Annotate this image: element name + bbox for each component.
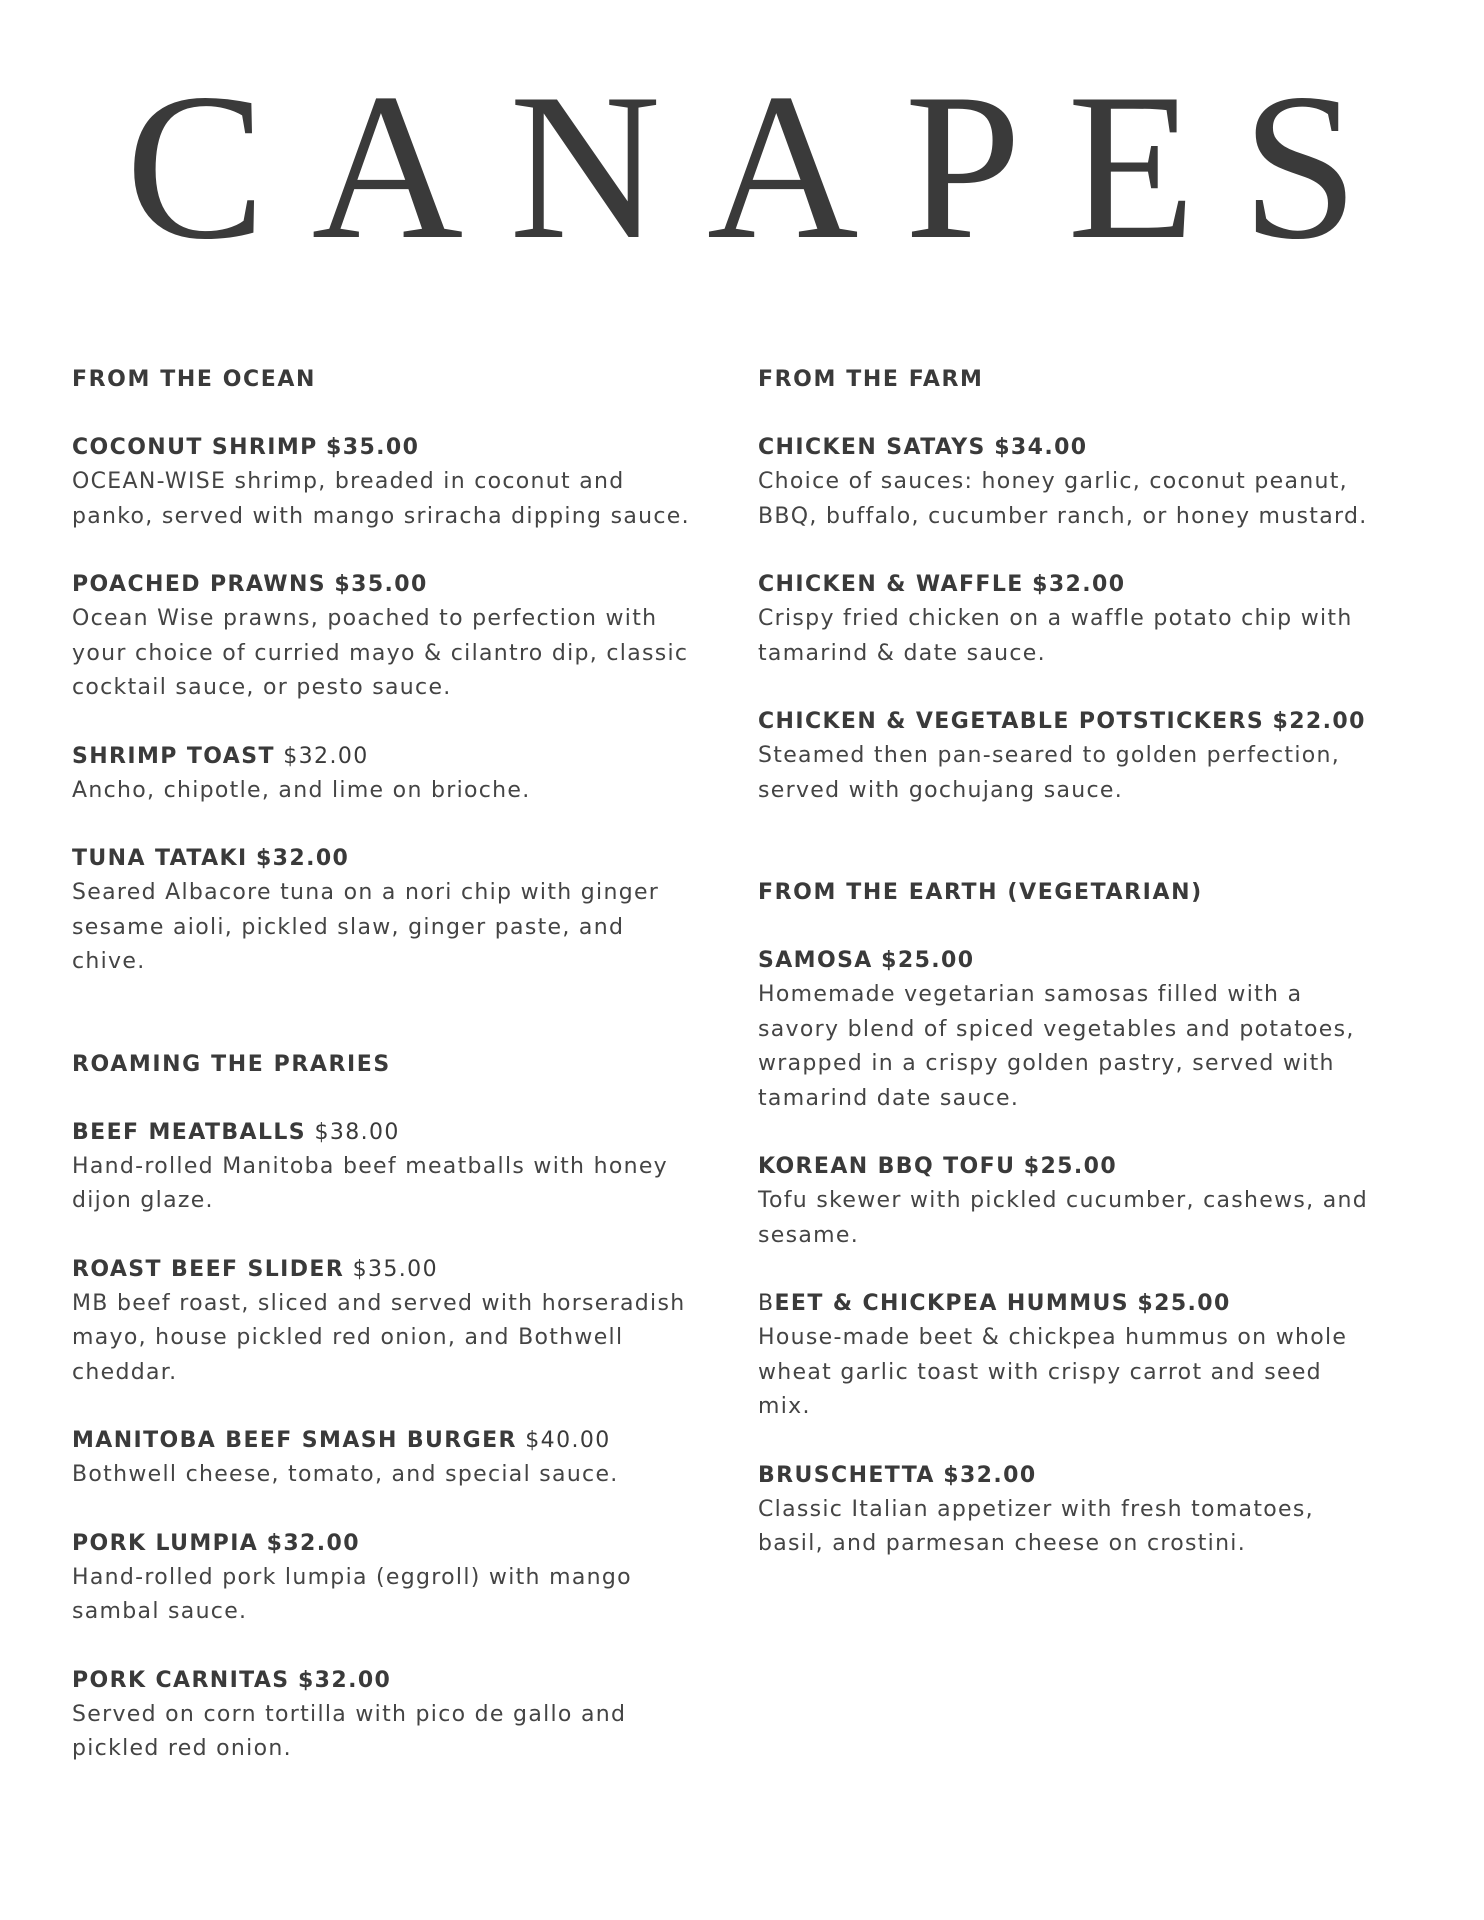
menu-item-name: POACHED PRAWNS: [72, 572, 326, 597]
menu-section-from-the-earth-vegetarian: [758, 876, 1398, 1562]
menu-item-price: $32.00: [283, 743, 369, 769]
menu-item-description: [758, 465, 1398, 534]
menu-item-name: BEEF MEATBALLS: [72, 1119, 307, 1145]
menu-item-title: [758, 431, 1398, 465]
description-line: sesame aioli, pickled slaw, ginger paste, and: [72, 914, 625, 940]
menu-item-chicken-satays: [758, 431, 1398, 534]
menu-item-price: $25.00: [1137, 1291, 1231, 1316]
menu-item-roast-beef-slider: [72, 1253, 712, 1391]
menu-item-name: ROAST BEEF SLIDER: [72, 1256, 345, 1282]
menu-item-name: SAMOSA: [758, 948, 873, 973]
menu-item-description: [758, 978, 1398, 1116]
menu-item-name: BEET & CHICKPEA HUMMUS: [758, 1291, 1130, 1316]
description-line: tamarind & date sauce.: [758, 640, 1046, 666]
menu-item-name: MANITOBA BEEF SMASH BURGER: [72, 1428, 517, 1453]
menu-item-name: KOREAN BBQ TOFU: [758, 1154, 1016, 1179]
menu-item-price: $40.00: [525, 1428, 611, 1453]
menu-item-description: [758, 1184, 1398, 1253]
menu-item-samosa: [758, 944, 1398, 1116]
menu-item-name: PORK CARNITAS: [72, 1667, 290, 1693]
menu-item-name: TUNA TATAKI: [72, 846, 248, 871]
menu-item-title: [72, 1527, 712, 1561]
description-line: House-made beet & chickpea hummus on whole: [758, 1325, 1348, 1350]
menu-section-from-the-ocean: [72, 363, 712, 980]
description-line: panko, served with mango sriracha dipping sauce.: [72, 503, 690, 529]
description-line: Steamed then pan-seared to golden perfection,: [758, 743, 1341, 768]
menu-item-title: [758, 1150, 1398, 1184]
description-line: Served on corn tortilla with pico de gallo and: [72, 1701, 627, 1727]
menu-item-description: [72, 1287, 712, 1391]
description-line: tamarind date sauce.: [758, 1085, 1020, 1111]
description-line: your choice of curried mayo & cilantro dip, classic: [72, 640, 689, 666]
menu-item-title: [758, 1287, 1398, 1321]
description-line: cheddar.: [72, 1359, 178, 1385]
menu-item-description: [758, 1321, 1398, 1425]
menu-item-title: [72, 568, 712, 602]
menu-item-description: [72, 465, 712, 534]
menu-item-description: [758, 1493, 1398, 1562]
description-line: mix.: [758, 1394, 811, 1419]
menu-item-price: $25.00: [881, 948, 975, 973]
section-heading: FROM THE FARM: [758, 367, 984, 392]
menu-item-title: [758, 568, 1398, 602]
menu-item-price: $32.00: [297, 1667, 392, 1693]
menu-item-beef-meatballs: [72, 1116, 712, 1219]
description-line: basil, and parmesan cheese on crostini.: [758, 1531, 1247, 1556]
right-column: [758, 363, 1398, 1596]
left-column: [72, 363, 712, 1801]
menu-item-name: SHRIMP TOAST: [72, 743, 275, 769]
menu-item-title: [72, 1253, 712, 1287]
menu-item-description: [72, 876, 712, 980]
description-line: cocktail sauce, or pesto sauce.: [72, 675, 452, 700]
section-spacer: [72, 1014, 712, 1048]
menu-item-price: $35.00: [352, 1256, 438, 1282]
menu-item-pork-carnitas: [72, 1664, 712, 1767]
menu-section-from-the-farm: [758, 363, 1398, 808]
menu-item-description: [758, 739, 1398, 808]
menu-item-title: [72, 431, 712, 465]
description-line: Hand-rolled pork lumpia (eggroll) with mango: [72, 1564, 632, 1590]
menu-item-price: $32.00: [1032, 572, 1126, 597]
description-line: Hand-rolled Manitoba beef meatballs with honey: [72, 1153, 668, 1179]
description-line: MB beef roast, sliced and served with horseradish: [72, 1290, 686, 1316]
menu-item-description: [72, 1150, 712, 1219]
menu-item-title: [758, 705, 1398, 739]
description-line: Classic Italian appetizer with fresh tomatoes,: [758, 1496, 1314, 1522]
menu-item-name: CHICKEN & WAFFLE: [758, 572, 1024, 597]
description-line: mayo, house pickled red onion, and Bothwell: [72, 1325, 624, 1350]
menu-item-price: $22.00: [1272, 709, 1366, 734]
menu-item-name: BRUSCHETTA: [758, 1462, 935, 1488]
menu-item-description: [72, 774, 712, 809]
description-line: wrapped in a crispy golden pastry, served with: [758, 1051, 1335, 1076]
section-heading: FROM THE OCEAN: [72, 367, 317, 392]
description-line: OCEAN-WISE shrimp, breaded in coconut and: [72, 469, 625, 494]
menu-item-manitoba-beef-smash-burger: [72, 1424, 712, 1493]
description-line: Ocean Wise prawns, poached to perfection with: [72, 606, 658, 631]
section-heading: ROAMING THE PRARIES: [72, 1051, 391, 1077]
menu-item-name: CHICKEN & VEGETABLE POTSTICKERS: [758, 709, 1265, 734]
menu-item-description: [72, 1698, 712, 1767]
description-line: wheat garlic toast with crispy carrot and seed: [758, 1359, 1322, 1385]
page-title: CANAPES: [125, 51, 1405, 283]
description-line: Tofu skewer with pickled cucumber, cashews, and: [758, 1188, 1369, 1213]
menu-item-chicken-and-waffle: [758, 568, 1398, 671]
menu-item-chicken-and-vegetable-potstickers: [758, 705, 1398, 808]
description-line: Crispy fried chicken on a waffle potato chip with: [758, 606, 1353, 631]
description-line: Ancho, chipotle, and lime on brioche.: [72, 777, 531, 803]
menu-section-roaming-the-praries: [72, 1048, 712, 1767]
menu-item-price: $32.00: [266, 1530, 360, 1556]
description-line: chive.: [72, 949, 146, 974]
description-line: served with gochujang sauce.: [758, 777, 1124, 803]
menu-item-bruschetta: [758, 1459, 1398, 1562]
menu-item-description: [72, 1561, 712, 1630]
menu-item-coconut-shrimp: [72, 431, 712, 534]
menu-item-description: [72, 602, 712, 706]
description-line: Seared Albacore tuna on a nori chip with ginger: [72, 880, 660, 905]
menu-item-pork-lumpia: [72, 1527, 712, 1630]
description-line: dijon glaze.: [72, 1188, 214, 1213]
menu-item-price: $25.00: [1023, 1154, 1118, 1179]
menu-item-name: PORK LUMPIA: [72, 1530, 259, 1556]
menu-item-korean-bbq-tofu: [758, 1150, 1398, 1253]
menu-item-price: $32.00: [255, 846, 350, 871]
menu-item-title: [72, 842, 712, 876]
description-line: Bothwell cheese, tomato, and special sauce.: [72, 1462, 619, 1487]
section-heading: FROM THE EARTH (VEGETARIAN): [758, 880, 1203, 905]
menu-item-price: $38.00: [314, 1119, 400, 1145]
menu-item-tuna-tataki: [72, 842, 712, 980]
description-line: Homemade vegetarian samosas filled with a: [758, 982, 1303, 1007]
description-line: sambal sauce.: [72, 1599, 248, 1624]
description-line: BBQ, buffalo, cucumber ranch, or honey mustard.: [758, 503, 1368, 529]
menu-item-shrimp-toast: [72, 740, 712, 809]
menu-item-title: [758, 1459, 1398, 1493]
menu-item-description: [72, 1458, 712, 1493]
menu-item-price: $32.00: [943, 1462, 1037, 1488]
description-line: pickled red onion.: [72, 1736, 292, 1761]
menu-item-poached-prawns: [72, 568, 712, 706]
menu-item-title: [72, 1424, 712, 1458]
menu-item-title: [72, 740, 712, 774]
menu-item-name: COCONUT SHRIMP: [72, 435, 318, 460]
menu-item-price: $35.00: [334, 572, 428, 597]
section-spacer: [758, 842, 1398, 876]
description-line: Choice of sauces: honey garlic, coconut peanut,: [758, 469, 1348, 494]
menu-item-title: [758, 944, 1398, 978]
description-line: sesame.: [758, 1222, 859, 1248]
menu-item-price: $34.00: [994, 435, 1088, 460]
menu-item-name: CHICKEN SATAYS: [758, 435, 986, 460]
menu-item-beet-and-chickpea-hummus: [758, 1287, 1398, 1425]
description-line: savory blend of spiced vegetables and potatoes,: [758, 1016, 1355, 1042]
menu-item-price: $35.00: [326, 435, 420, 460]
menu-item-title: [72, 1116, 712, 1150]
menu-item-title: [72, 1664, 712, 1698]
menu-item-description: [758, 602, 1398, 671]
